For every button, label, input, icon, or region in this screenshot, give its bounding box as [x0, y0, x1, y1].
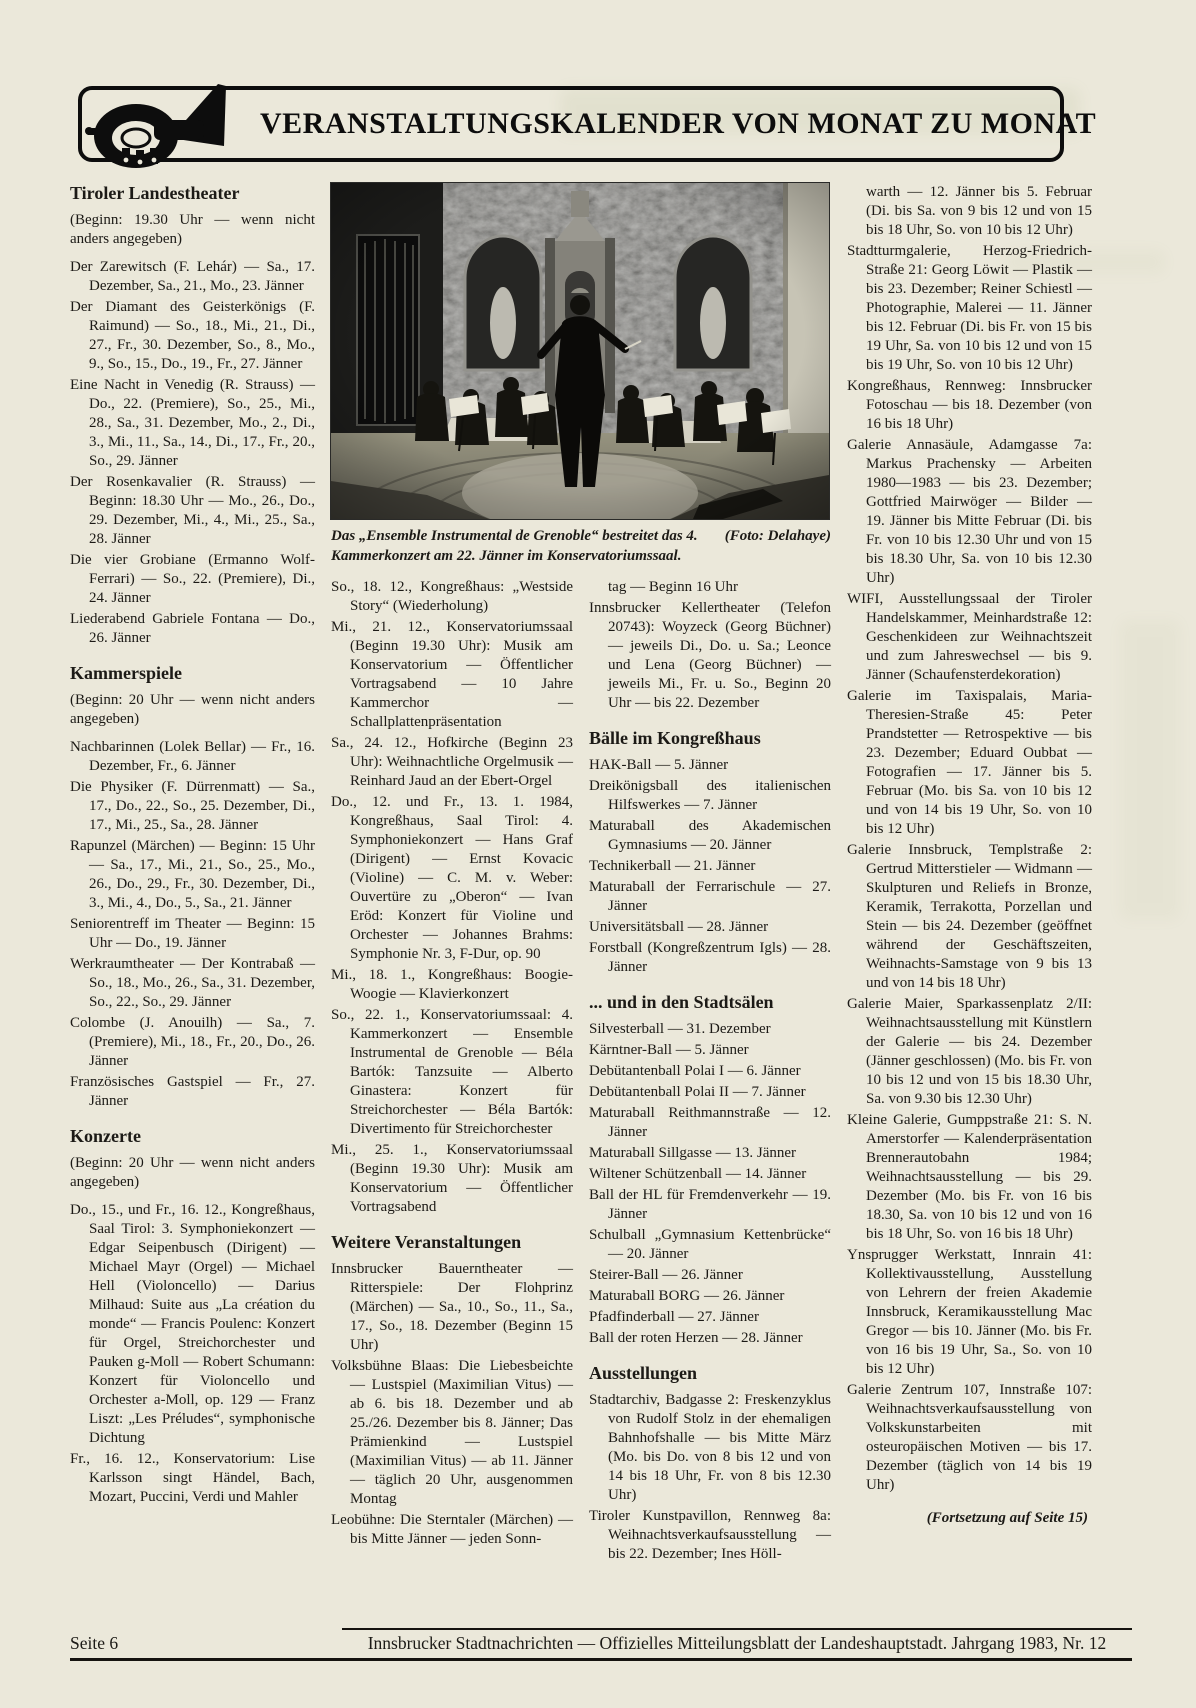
event-entry: Pfadfinderball — 27. Jänner: [589, 1309, 759, 1325]
event-entry: Eine Nacht in Venedig (R. Strauss) — Do., 22. (Premiere), So., 25., Mi., 28., Sa., 31. Dezember, Mo., 2., Di., 3., Mi., 11., Sa., 14., Di., 17., Fr., 20., So., 29. Jänner: [70, 377, 315, 469]
event-entry: Maturaball der Ferrarischule — 27. Jänner: [589, 879, 831, 914]
event-entry: Der Rosenkavalier (R. Strauss) — Beginn: 18.30 Uhr — Mo., 26., Do., 29. Dezember, Mi., 4., Mi., 25., Sa., 28. Jänner: [70, 474, 315, 547]
event-entry: So., 22. 1., Konservatoriumssaal: 4. Kammerkonzert — Ensemble Instrumental de Grenoble — Béla Bartók: Tanzsuite — Alberto Ginastera: Konzert für Streichorchester — Béla Bartók: Divertimento für Streichorchester: [331, 1007, 573, 1137]
event-entry: Innsbrucker Kellertheater (Telefon 20743): Woyzeck (Georg Büchner) — jeweils Di., Do. u. Sa.; Leonce und Lena (Georg Büchner) — jeweils Mi., Fr. u. So., Beginn 20 Uhr — bis 22. Dezember: [589, 600, 831, 711]
event-entry-continuation: warth — 12. Jänner bis 5. Februar (Di. bis Sa. von 9 bis 12 und von 15 bis 18 Uhr, So. von 10 bis 12 Uhr): [866, 184, 1092, 238]
section-heading: Bälle im Kongreßhaus: [589, 728, 761, 748]
section-heading: Kammerspiele: [70, 663, 182, 683]
schedule-note: (Beginn: 20 Uhr — wenn nicht anders angegeben): [70, 692, 315, 727]
event-entry: Kleine Galerie, Gumppstraße 21: S. N. Amerstorfer — Kalenderpräsentation Brennerautobahn 1984; Weihnachtsausstellung — bis 29. Dezember (Mo. bis Fr. von 16 bis 18.30, Sa. von 10 bis 12 und von 16 bis 18 Uhr, So. von 16 bis 18 Uhr): [847, 1112, 1092, 1242]
event-entry: Stadtarchiv, Badgasse 2: Freskenzyklus von Rudolf Stolz in der ehemaligen Bahnhofshalle — bis Mitte März (Mo. bis Do. von 8 bis 12 und von 14 bis 18 Uhr, Fr. von 8 bis 12.30 Uhr): [589, 1392, 831, 1503]
concert-photo: [331, 183, 829, 519]
content-area: [70, 183, 1092, 1566]
event-entry: Mi., 25. 1., Konservatoriumssaal (Beginn 19.30 Uhr): Musik am Konservatorium — Öffentlicher Vortragsabend: [331, 1142, 573, 1215]
masthead: [78, 86, 1097, 162]
event-entry: Kongreßhaus, Rennweg: Innsbrucker Fotoschau — bis 18. Dezember (von 16 bis 18 Uhr): [847, 378, 1092, 432]
event-entry: Ball der HL für Fremdenverkehr — 19. Jänner: [589, 1187, 831, 1222]
event-entry: Wiltener Schützenball — 14. Jänner: [589, 1166, 807, 1182]
column-4: [847, 183, 1092, 1566]
footer-text: Innsbrucker Stadtnachrichten — Offizielles Mitteilungsblatt der Landeshauptstadt. Jahrgang 1983, Nr. 12: [342, 1628, 1132, 1654]
event-entry: Galerie Maier, Sparkassenplatz 2/II: Weihnachtsausstellung mit Künstlern der Galerie — bis 24. Dezember (Jänner geschlossen) (Mo. bis Fr. von 10 bis 12 und von 15 bis 18.30 Uhr, Sa. von 9.30 bis 12.30 Uhr): [847, 996, 1092, 1107]
section-heading: Weitere Veranstaltungen: [331, 1232, 522, 1252]
event-entry: Galerie Zentrum 107, Innstraße 107: Weihnachtsverkaufsausstellung von Volkskunstarbeiten mit osteuropäischen Motiven — bis 17. Dezember (täglich von 14 bis 19 Uhr): [847, 1382, 1092, 1493]
event-entry: Ynsprugger Werkstatt, Innrain 41: Kollektivausstellung, Ausstellung von Lehrern der freien Akademie Innsbruck, Keramikausstellung Mac Gregor — bis 10. Jänner (Mo. bis Fr. von 16 bis 19 Uhr, Sa., So. von 10 bis 12 Uhr): [847, 1247, 1092, 1377]
event-entry: Maturaball BORG — 26. Jänner: [589, 1288, 785, 1304]
event-entry: Französisches Gastspiel — Fr., 27. Jänner: [70, 1074, 315, 1109]
event-entry: Mi., 18. 1., Kongreßhaus: Boogie-Woogie — Klavierkonzert: [331, 967, 573, 1002]
event-entry: Universitätsball — 28. Jänner: [589, 919, 769, 935]
event-entry-continuation: tag — Beginn 16 Uhr: [608, 579, 738, 595]
trumpet-icon: [84, 76, 242, 176]
section-heading: Ausstellungen: [589, 1363, 698, 1383]
event-entry: Der Diamant des Geisterkönigs (F. Raimund) — So., 18., Mi., 21., Di., 27., Fr., 30. Dezember, So., 8., Mo., 9., So., 15., Do., 19., Fr., 27. Jänner: [70, 299, 315, 372]
event-entry: HAK-Ball — 5. Jänner: [589, 757, 729, 773]
event-entry: Leobühne: Die Sterntaler (Märchen) — bis Mitte Jänner — jeden Sonn-: [331, 1512, 573, 1547]
print-bleed-ghost: [1120, 620, 1180, 920]
event-entry: Innsbrucker Bauerntheater — Ritterspiele: Der Flohprinz (Märchen) — Sa., 10., So., 11., Sa., 17., So., 18. Dezember (Beginn 15 Uhr): [331, 1261, 573, 1353]
event-entry: Steirer-Ball — 26. Jänner: [589, 1267, 743, 1283]
event-entry: Maturaball des Akademischen Gymnasiums — 20. Jänner: [589, 818, 831, 853]
section-heading: ... und in den Stadtsälen: [589, 992, 774, 1012]
middle-area: [331, 183, 831, 1566]
event-entry: Stadtturmgalerie, Herzog-Friedrich-Straße 21: Georg Löwit — Plastik — bis 23. Dezember; Reiner Schiestl — Photographie, Malerei — 11. Jänner bis 12. Februar (Di. bis Fr. von 15 bis 19 Uhr, Sa. von 10 bis 12 und von 15 bis 19 Uhr, So. von 10 bis 12 Uhr): [847, 243, 1092, 373]
event-entry: Silvesterball — 31. Dezember: [589, 1021, 771, 1037]
section-heading: Tiroler Landestheater: [70, 183, 240, 203]
event-entry: Liederabend Gabriele Fontana — Do., 26. Jänner: [70, 611, 315, 646]
event-entry: Technikerball — 21. Jänner: [589, 858, 756, 874]
event-entry: Fr., 16. 12., Konservatorium: Lise Karlsson singt Händel, Bach, Mozart, Puccini, Verdi und Mahler: [70, 1451, 315, 1505]
event-entry: Sa., 24. 12., Hofkirche (Beginn 23 Uhr): Weihnachtliche Orgelmusik — Reinhard Jaud an der Ebert-Orgel: [331, 735, 573, 789]
event-entry: Maturaball Reithmannstraße — 12. Jänner: [589, 1105, 831, 1140]
event-entry: Werkraumtheater — Der Kontrabaß — So., 18., Mo., 26., Sa., 31. Dezember, So., 22., So., 29. Jänner: [70, 956, 315, 1010]
event-entry: WIFI, Ausstellungssaal der Tiroler Handelskammer, Meinhardstraße 12: Geschenkideen zur Weihnachtszeit und zum Jahreswechsel — bis 9. Jänner (Schaufensterdekoration): [847, 591, 1092, 683]
photo-caption: [331, 526, 831, 566]
event-entry: Do., 12. und Fr., 13. 1. 1984, Kongreßhaus, Saal Tirol: 4. Symphoniekonzert — Hans Graf (Dirigent) — Ernst Kovacic (Violine) — C. M. v. Weber: Ouvertüre zu „Oberon“ — Ivan Eröd: Konzert für Violine und Orchester — Johannes Brahms: Symphonie Nr. 3, F-Dur, op. 90: [331, 794, 573, 962]
event-entry: Colombe (J. Anouilh) — Sa., 7. (Premiere), Mi., 18., Fr., 20., Do., 26. Jänner: [70, 1015, 315, 1069]
photo-credit: (Foto: Delahaye): [724, 528, 831, 544]
event-entry: Volksbühne Blaas: Die Liebesbeichte — Lustspiel (Maximilian Vitus) — ab 6. bis 18. Dezember und ab 25./26. Dezember bis 8. Jänner; Das Prämienkind — Lustspiel (Maximilian Vitus) — ab 11. Jänner — täglich 20 Uhr, ausgenommen Montag: [331, 1358, 573, 1507]
event-entry: Rapunzel (Märchen) — Beginn: 15 Uhr — Sa., 17., Mi., 21., So., 25., Mo., 26., Do., 29., Fr., 30. Dezember, Di., 3., Mi., 4., Do., 5., Sa., 21. Jänner: [70, 838, 315, 911]
event-entry: So., 18. 12., Kongreßhaus: „Westside Story“ (Wiederholung): [331, 579, 573, 614]
event-entry: Ball der roten Herzen — 28. Jänner: [589, 1330, 803, 1346]
event-entry: Do., 15., und Fr., 16. 12., Kongreßhaus, Saal Tirol: 3. Symphoniekonzert — Edgar Seipenbusch (Dirigent) — Michael Mayr (Orgel) — Michael Hell (Violoncello) — Darius Milhaud: Suite aus „La création du monde“ — Francis Poulenc: Konzert für Orgel, Streichorchester und Pauken g-Moll — Robert Schumann: Konzert für Violoncello und Orchester a-Moll, op. 129 — Franz Liszt: „Les Préludes“, symphonische Dichtung: [70, 1202, 315, 1446]
page-footer: [70, 1628, 1132, 1661]
event-entry: Schulball „Gymnasium Kettenbrücke“ — 20. Jänner: [589, 1227, 831, 1262]
event-entry: Galerie Innsbruck, Templstraße 2: Gertrud Mitterstieler — Widmann — Skulpturen und Reliefs in Bronze, Keramik, Terrakotta, Porzellan und Stein — bis 24. Dezember (geöffnet während der Geschäftszeiten, Weihnachts-Samstage von 9 bis 13 und von 14 bis 18 Uhr): [847, 842, 1092, 991]
continuation-note: (Fortsetzung auf Seite 15): [926, 1510, 1088, 1526]
event-entry: Maturaball Sillgasse — 13. Jänner: [589, 1145, 797, 1161]
event-entry: Galerie Annasäule, Adamgasse 7a: Markus Prachensky — Arbeiten 1980—1983 — bis 23. Dezember; Gottfried Mairwöger — Bilder — 19. Jänner bis Mitte Februar (Di. bis Fr. von 10 bis 12.30 Uhr und von 15 bis 18.30 Uhr, Sa. von 10 bis 12.30 Uhr): [847, 437, 1092, 586]
event-entry: Mi., 21. 12., Konservatoriumssaal (Beginn 19.30 Uhr): Musik am Konservatorium — Öffentlicher Vortragsabend — 10 Jahre Kammerchor — Schallplattenpräsentation: [331, 619, 573, 730]
event-entry: Tiroler Kunstpavillon, Rennweg 8a: Weihnachtsverkaufsausstellung — bis 22. Dezember; Ines Höll-: [589, 1508, 831, 1562]
section-heading: Konzerte: [70, 1126, 141, 1146]
photo-caption-text: Das „Ensemble Instrumental de Grenoble“ bestreitet das 4. Kammerkonzert am 22. Jänner im Konservatoriumssaal.: [331, 528, 698, 564]
event-entry: Debütantenball Polai II — 7. Jänner: [589, 1084, 806, 1100]
event-entry: Dreikönigsball des italienischen Hilfswerkes — 7. Jänner: [589, 778, 831, 813]
column-3: [589, 578, 831, 1566]
event-entry: Kärntner-Ball — 5. Jänner: [589, 1042, 749, 1058]
event-entry: Galerie im Taxispalais, Maria-Theresien-Straße 45: Peter Prandstetter — Retrospektive — bis 23. Dezember; Eduard Oubbat — Fotografien — 17. Jänner bis 5. Februar (Mo. bis Sa. von 10 bis 12 und von 14 bis 19 Uhr, So. von 10 bis 12 Uhr): [847, 688, 1092, 837]
page-title: VERANSTALTUNGSKALENDER VON MONAT ZU MONAT: [260, 107, 1097, 140]
schedule-note: (Beginn: 19.30 Uhr — wenn nicht anders angegeben): [70, 212, 315, 247]
event-entry: Die vier Grobiane (Ermanno Wolf-Ferrari) — So., 22. (Premiere), Di., 24. Jänner: [70, 552, 315, 606]
event-entry: Der Zarewitsch (F. Lehár) — Sa., 17. Dezember, Sa., 21., Mo., 23. Jänner: [70, 259, 315, 294]
event-entry: Nachbarinnen (Lolek Bellar) — Fr., 16. Dezember, Fr., 6. Jänner: [70, 739, 315, 774]
page-number: Seite 6: [70, 1633, 119, 1653]
event-entry: Die Physiker (F. Dürrenmatt) — Sa., 17., Do., 22., So., 25. Dezember, Di., 17., Mi., 25., Sa., 28. Jänner: [70, 779, 315, 833]
column-2: [331, 578, 573, 1566]
event-entry: Seniorentreff im Theater — Beginn: 15 Uhr — Do., 19. Jänner: [70, 916, 315, 951]
event-entry: Debütantenball Polai I — 6. Jänner: [589, 1063, 801, 1079]
schedule-note: (Beginn: 20 Uhr — wenn nicht anders angegeben): [70, 1155, 315, 1190]
column-1: [70, 183, 315, 1566]
event-entry: Forstball (Kongreßzentrum Igls) — 28. Jänner: [589, 940, 831, 975]
